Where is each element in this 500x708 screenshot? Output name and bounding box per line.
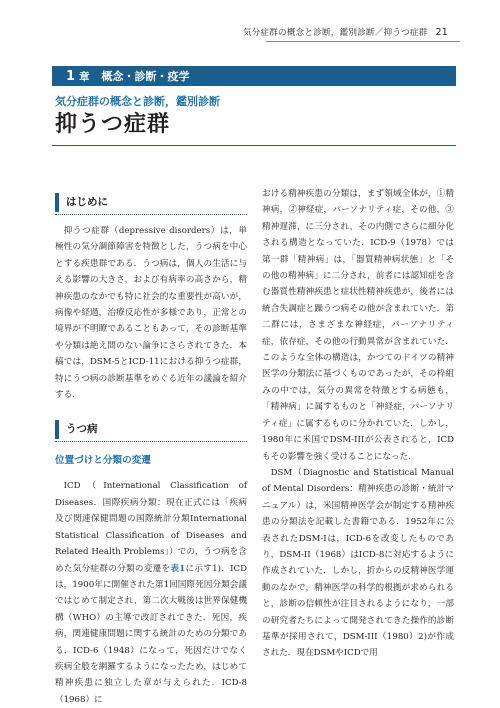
header-rule	[266, 41, 460, 42]
page-number: 21	[435, 27, 448, 38]
icd-text-post: に示す1)．ICDは，1900年に開催された第1回国際死因分類会議ではじめて制定され，第二次大戦後は世界保健機構（WHO）の主導で改訂されてきた．死因，疾病，関連健康問題に関する統計のための分類である．ICD-6（1948）になって，死因だけでなく疾病全般を網羅するようになったため，はじめて精神疾患に独立した章が与えられた．ICD-8（1968）に	[55, 563, 247, 705]
section-kicker: 気分症群の概念と診断，鑑別診断	[55, 95, 220, 108]
icd-paragraph	[55, 478, 247, 708]
icd-text-pre: ICD（International Classification of Diseases．国際疾病分類：現在正式には「疾病及び関連保健問題の国際統計分類International Statistical Classification of Diseases and Related Health Problems」）での，うつ病を含めた気分症群の分類の変遷を	[55, 481, 247, 574]
right-column	[262, 186, 454, 662]
chapter-title: 概念・診断・疫学	[101, 70, 190, 83]
page-title: 抑うつ症群	[55, 112, 171, 137]
chapter-word: 章	[79, 70, 90, 83]
intro-paragraph: 抑うつ症群（depressive disorders）は，単極性の気分調節障害を特徴とした，うつ病を中心とする疾患群である．うつ病は，個人の生活に与える影響の大きさ，および有病率の高さから，精神疾患のなかでも特に社会的な重要性が高いが，病像や経過，治療反応性が多様であり，正常との境界が不明瞭であることもあって，その診断基準や分類は絶え間のない論争にさらされてきた．本稿では，DSM-5とICD-11における抑うつ症群，特にうつ病の診断基準をめぐる近年の議論を紹介する．	[55, 226, 247, 401]
chapter-number: 1	[66, 68, 76, 84]
left-column	[55, 190, 247, 708]
dsm-paragraph: DSM（Diagnostic and Statistical Manual of Mental Disorders：精神疾患の診断・統計マニュアル）は，米国精神医学会が制定する精神疾患の分類法を記載した書籍である．1952年に公表されたDSM-Iは，ICD-6を改変したものであり，DSM-II（1968）はICD-8に対応するように作成されていた．しかし，折からの反精神医学運動のなかで，精神医学の科学的根拠が求められると，診断の信頼性が注目されるようになり，一部の研究者たちによって開発されてきた操作的診断基準が採用されて，DSM-III（1980）2)が作成された．現在DSMやICDで用	[262, 467, 454, 659]
depression-heading-text: うつ病	[66, 423, 98, 436]
intro-heading	[55, 190, 247, 215]
intro-heading-text: はじめに	[66, 195, 108, 208]
running-head	[243, 26, 448, 38]
table1-reference[interactable]: 表1	[170, 563, 186, 574]
chapter-band	[52, 66, 456, 86]
depression-heading	[55, 417, 247, 442]
icd-continued-paragraph: おける精神疾患の分類は，まず領域全体が，①精神病，②神経症，パーソナリティ症，その他，③精神遅滞，に三分され，その内側でさらに細分化される構造となっていた．ICD-9（1978）では第一群「精神病」は，「器質精神病状態」と「その他の精神病」に二分され，前者には認知症を含む器質性精神疾患と症状性精神疾患が，後者には統合失調症と躁うつ病その他が含まれていた．第二群には，さまざまな神経症，パーソナリティ症，依存症，その他の行動異常が含まれていた．このような全体の構造は，かつてのドイツの精神医学の分類法に基づくものであったが，その枠組みの中では，気分の異常を特徴とする病態も，「精神病」に属するものと「神経症，パーソナリティ症」に属するものに分かれていた．しかし，1980年に米国でDSM-IIIが公表されると，ICDもその影響を強く受けることになった．	[262, 189, 454, 462]
running-head-text: 気分症群の概念と診断，鑑別診断／抑うつ症群	[242, 28, 428, 38]
classification-subheading: 位置づけと分類の変遷	[55, 455, 151, 467]
title-rule	[52, 145, 456, 146]
